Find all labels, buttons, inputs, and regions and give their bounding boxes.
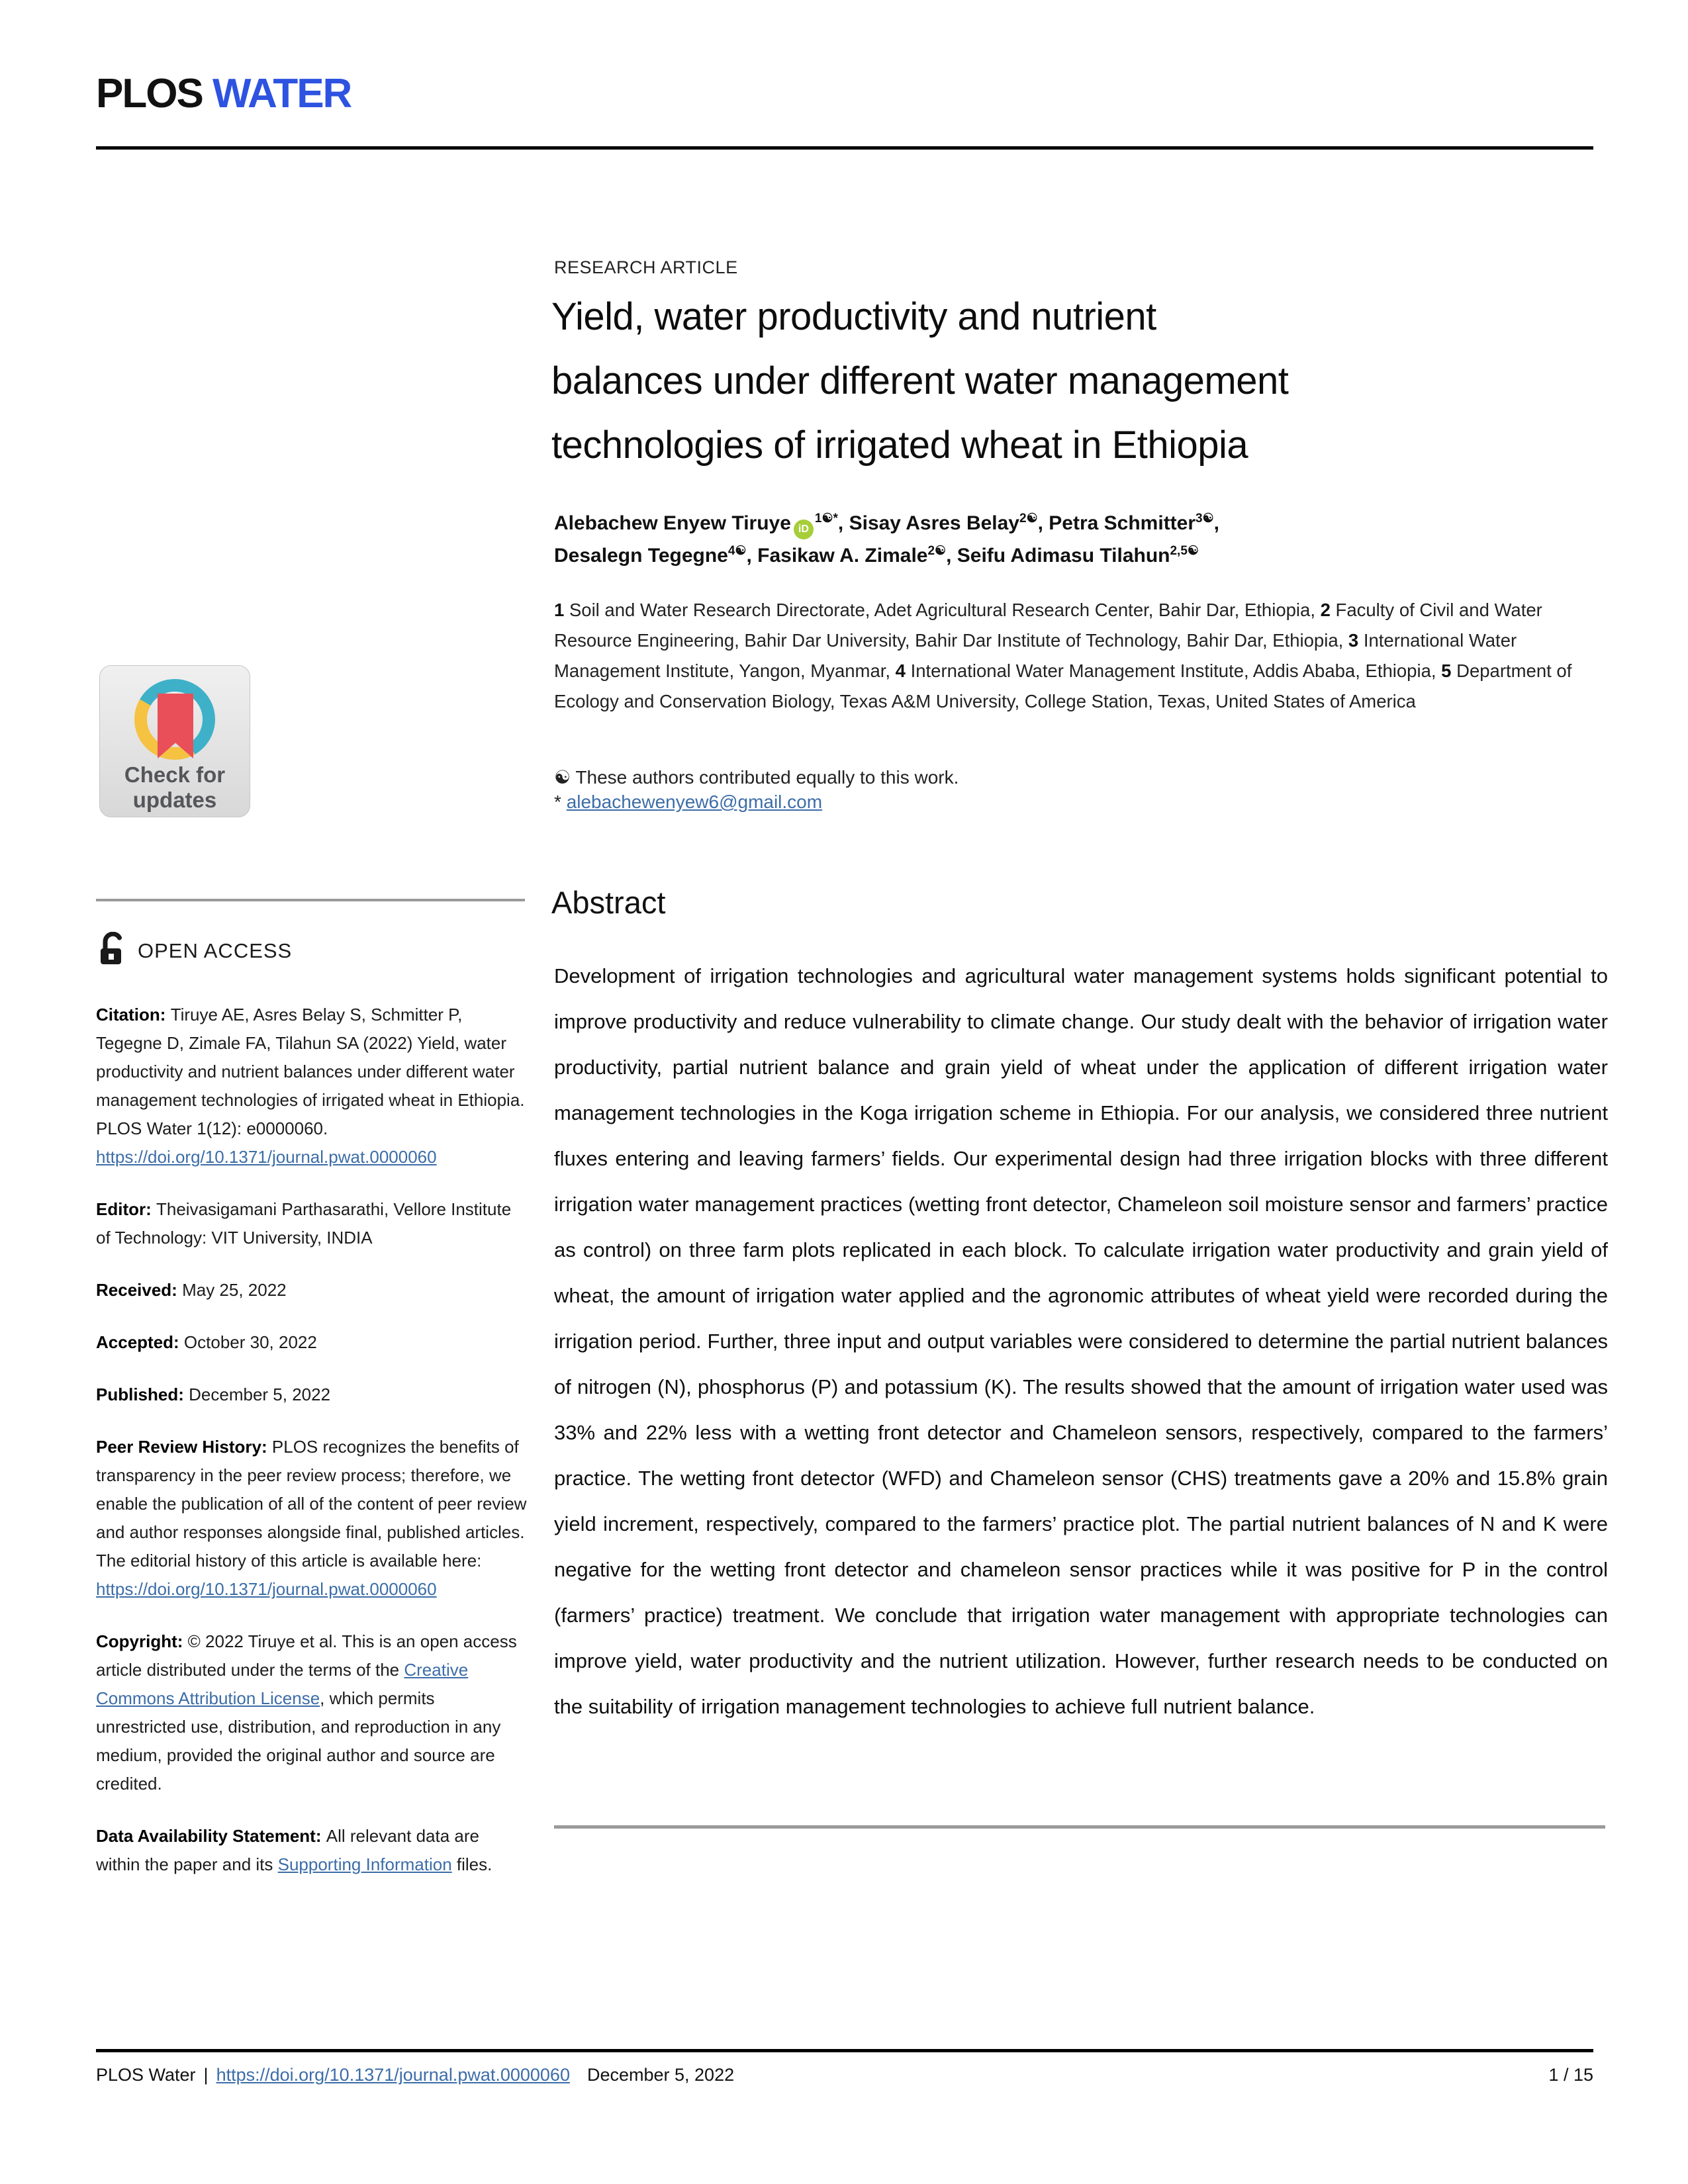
abstract-text: Development of irrigation technologies and agricultural water management systems holds significant potential to improve productivity and reduce vulnerability to climate change. Our study dealt with the behavior of irrigation water productivity, partial nutrient balance and grain yield of wheat under the application of different irrigation water management technologies in the Koga irrigation scheme in Ethiopia. For our analysis, we considered three nutrient fluxes entering and leaving farmers’ fields. Our experimental design had three irrigation blocks with three different irrigation water management practices (wetting front detector, Chameleon soil moisture sensor and farmers’ practice as control) on three farm plots replicated in each block. To calculate irrigation water productivity and grain yield of wheat, the amount of irrigation water applied and the agronomic attributes of wheat yield were recorded during the irrigation period. Further, three input and output variables were considered to determine the partial nutrient balances of nitrogen (N), phosphorus (P) and potassium (K). The results showed that the amount of irrigation water used was 33% and 22% less with a wetting front detector and Chameleon sensors, respectively, compared to the farmers’ practice. The wetting front detector (WFD) and Chameleon sensor (CHS) treatments gave a 20% and 15.8% grain yield increment, respectively, compared to the farmers’ practice plot. The partial nutrient balances of N and K were negative for the wetting front detector and chameleon sensor practices while it was positive for P in the control (farmers’ practice) treatment. We conclude that irrigation water management with appropriate technologies can improve yield, water productivity and the nutrient utilization. However, further research needs to be conducted on the suitability of irrigation management technologies to achieve full nutrient balance. [554,964,1608,1718]
affiliation-number: 1 [554,600,569,620]
author-superscript: 1☯* [814,512,838,525]
journal-logo [96,70,351,117]
sidebar-metadata [96,1001,528,1903]
author-superscript: 2☯ [927,544,947,558]
affiliation-number: 3 [1348,630,1364,651]
open-access-label: OPEN ACCESS [138,938,293,962]
author-name: Fasikaw A. Zimale [757,545,928,567]
page-number: 1 / 15 [1548,2065,1593,2085]
equal-contribution-note: ☯ These authors contributed equally to this work. [554,767,959,788]
footer-citation [96,2065,734,2085]
sidebar-editor-label: Editor: [96,1199,156,1219]
abstract-divider [554,1825,1605,1829]
sidebar-received: Received: May 25, 2022 [96,1280,287,1300]
journal-logo-plos: PLOS [96,71,203,116]
abstract-heading: Abstract [551,885,666,920]
check-for-updates-badge[interactable] [99,665,250,817]
orcid-icon[interactable]: iD [794,520,814,539]
open-access-row [98,932,292,970]
sidebar-copyright-label: Copyright: [96,1631,188,1651]
sidebar-accepted: Accepted: October 30, 2022 [96,1332,317,1352]
corresponding-author-line [554,792,822,813]
author-name: Desalegn Tegegne [554,545,728,567]
sidebar-data-availability: Data Availability Statement: All relevant data are within the paper and its Supporting Information files. [96,1826,492,1874]
author-name: Alebachew Enyew Tiruye [554,512,791,534]
journal-logo-water: WATER [212,71,352,116]
affiliation-number: 2 [1320,600,1336,620]
sidebar-received-label: Received: [96,1280,183,1300]
affiliation-number: 5 [1441,660,1457,681]
footer-rule [96,2049,1593,2052]
header-rule [96,146,1593,150]
sidebar-published: Published: December 5, 2022 [96,1385,331,1404]
author-superscript: 4☯ [727,544,747,558]
article-title: Yield, water productivity and nutrient balances under different water management technologies of irrigated wheat in Ethiopia [551,295,1289,467]
sidebar-divider [96,899,525,901]
footer-journal-name: PLOS Water [96,2065,196,2085]
sidebar-peer-review-link[interactable]: https://doi.org/10.1371/journal.pwat.0000060 [96,1579,437,1599]
author-list: Alebachew Enyew Tiruye $iD^{1☯*}$, Sisay Asres Belay$^{2☯}$, Petra Schmitter$^{3☯}$, Desalegn Tegegne$^{4☯}$, Fasikaw A. Zimale$^{2☯}$, Seifu Adimasu Tilahun$^{2,5☯}$ [554,512,1219,567]
sidebar-accepted-label: Accepted: [96,1332,184,1352]
equal-contribution-icon: ☯ [554,767,571,788]
author-name: Sisay Asres Belay [849,512,1019,534]
author-name: Petra Schmitter [1049,512,1196,534]
footer [96,2065,1593,2085]
affiliation-number: 4 [895,660,911,681]
author-name: Seifu Adimasu Tilahun [957,545,1170,567]
open-lock-icon [98,932,127,970]
footer-date: December 5, 2022 [586,2065,735,2085]
sidebar-citation: Citation: Tiruye AE, Asres Belay S, Schmitter P, Tegegne D, Zimale FA, Tilahun SA (2022) Yield, water productivity and nutrient balances under different water management technologies of irrigated wheat in Ethiopia. PLOS Water 1(12): e0000060. https://doi.org/10.1371/journal.pwat.0000060 [96,1005,525,1167]
author-superscript: 3☯ [1196,512,1214,525]
corresponding-asterisk: * [554,792,561,812]
sidebar-peer-review-label: Peer Review History: [96,1437,272,1457]
author-superscript: 2,5☯ [1170,544,1199,558]
sidebar-copyright-link[interactable]: Creative Commons Attribution License [96,1660,469,1708]
sidebar-data-availability-link[interactable]: Supporting Information [277,1854,452,1874]
affiliations: 1 Soil and Water Research Directorate, Adet Agricultural Research Center, Bahir Dar, Ethiopia, 2 Faculty of Civil and Water Resource Engineering, Bahir Dar University, Bahir Dar Institute of Technology, Bahir Dar, Ethiopia, 3 International Water Management Institute, Yangon, Myanmar, 4 International Water Management Institute, Addis Ababa, Ethiopia, 5 Department of Ecology and Conservation Biology, Texas A&M University, College Station, Texas, United States of America [554,600,1572,711]
footer-doi-link[interactable]: https://doi.org/10.1371/journal.pwat.0000060 [216,2065,570,2085]
check-for-updates-label: Check for updates [124,762,226,812]
sidebar-published-label: Published: [96,1385,189,1404]
sidebar-citation-link[interactable]: https://doi.org/10.1371/journal.pwat.0000060 [96,1147,437,1167]
sidebar-editor: Editor: Theivasigamani Parthasarathi, Vellore Institute of Technology: VIT University, INDIA [96,1199,512,1248]
sidebar-data-availability-label: Data Availability Statement: [96,1826,326,1846]
footer-separator: | [203,2065,209,2085]
corresponding-email-link[interactable]: alebachewenyew6@gmail.com [566,792,823,812]
sidebar-citation-label: Citation: [96,1005,171,1024]
article-type-kicker: RESEARCH ARTICLE [554,257,738,277]
sidebar-peer-review: Peer Review History: PLOS recognizes the benefits of transparency in the peer review process; therefore, we enable the publication of all of the content of peer review and author responses alongside final, published articles. The editorial history of this article is available here: https://doi.org/10.1371/journal.pwat.0000060 [96,1437,527,1599]
author-superscript: 2☯ [1019,512,1038,525]
sidebar-copyright: Copyright: © 2022 Tiruye et al. This is an open access article distributed under the terms of the Creative Commons Attribution License, which permits unrestricted use, distribution, and reproduction in any medium, provided the original author and source are credited. [96,1631,517,1794]
